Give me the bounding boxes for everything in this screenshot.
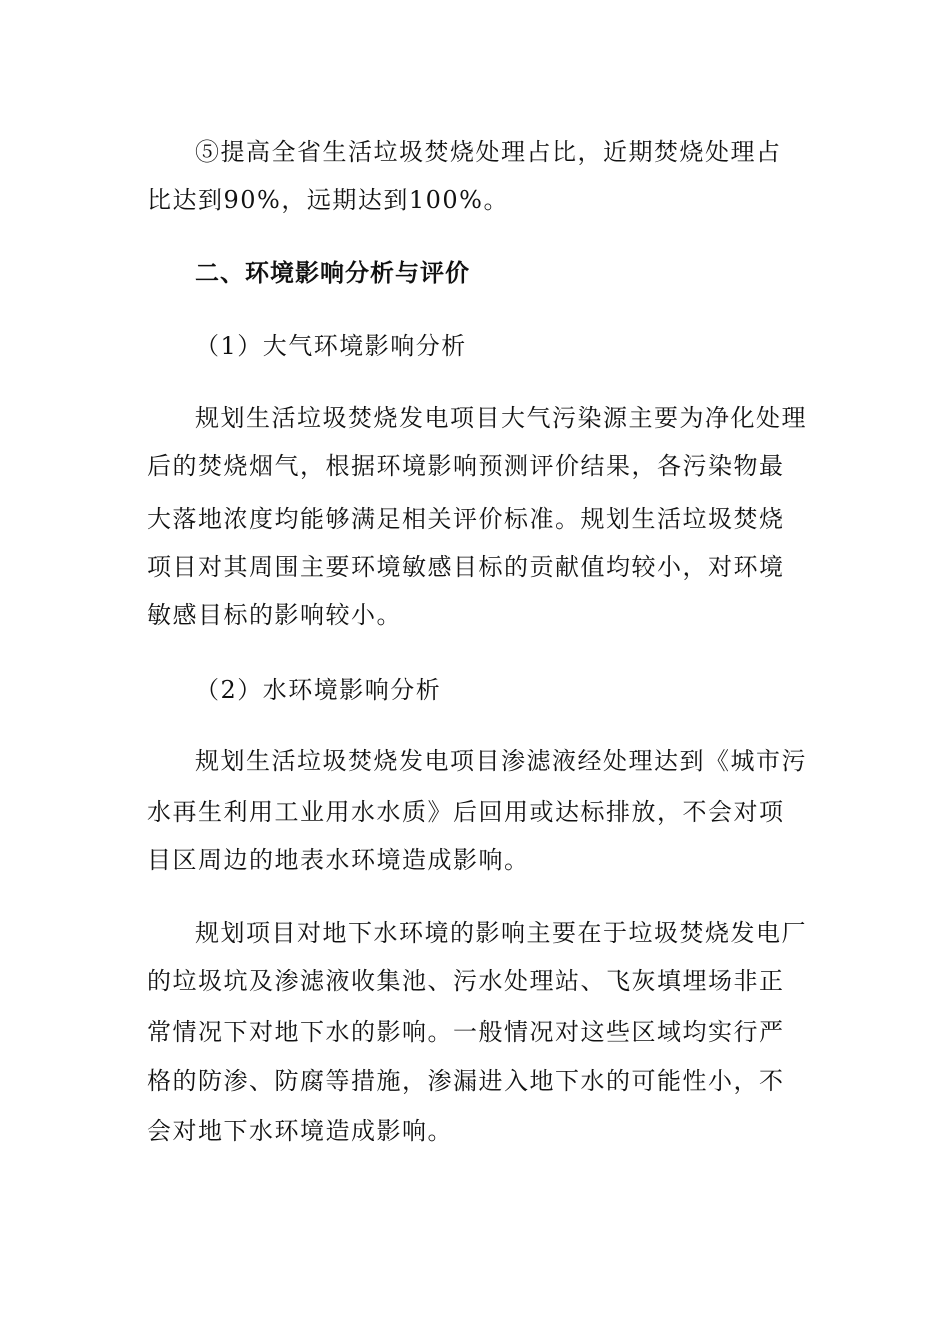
water-paragraph2-line-5: 会对地下水环境造成影响。	[147, 1117, 453, 1145]
water-paragraph2-line-2: 的垃圾坑及渗滤液收集池、污水处理站、飞灰填埋场非正	[147, 967, 785, 995]
subsection-water-title: （2）水环境影响分析	[195, 676, 442, 704]
goal-item-line-2: 比达到90%，远期达到100%。	[147, 186, 509, 214]
water-paragraph2-line-4: 格的防渗、防腐等措施，渗漏进入地下水的可能性小，不	[147, 1067, 785, 1095]
water-paragraph2-line-1: 规划项目对地下水环境的影响主要在于垃圾焚烧发电厂	[195, 919, 807, 947]
water-paragraph1-line-1: 规划生活垃圾焚烧发电项目渗滤液经处理达到《城市污	[195, 747, 807, 775]
water-paragraph2-line-3: 常情况下对地下水的影响。一般情况对这些区域均实行严	[147, 1018, 785, 1046]
goal-item-line-1: ⑤提高全省生活垃圾焚烧处理占比，近期焚烧处理占	[195, 138, 782, 166]
air-paragraph-line-4: 项目对其周围主要环境敏感目标的贡献值均较小，对环境	[147, 553, 785, 581]
section-title: 二、环境影响分析与评价	[195, 259, 470, 287]
air-paragraph-line-5: 敏感目标的影响较小。	[147, 601, 402, 629]
air-paragraph-line-3: 大落地浓度均能够满足相关评价标准。规划生活垃圾焚烧	[147, 505, 785, 533]
subsection-air-title: （1）大气环境影响分析	[195, 332, 467, 360]
air-paragraph-line-2: 后的焚烧烟气，根据环境影响预测评价结果，各污染物最	[147, 452, 785, 480]
water-paragraph1-line-2: 水再生利用工业用水水质》后回用或达标排放，不会对项	[147, 798, 785, 826]
air-paragraph-line-1: 规划生活垃圾焚烧发电项目大气污染源主要为净化处理	[195, 404, 807, 432]
water-paragraph1-line-3: 目区周边的地表水环境造成影响。	[147, 846, 530, 874]
